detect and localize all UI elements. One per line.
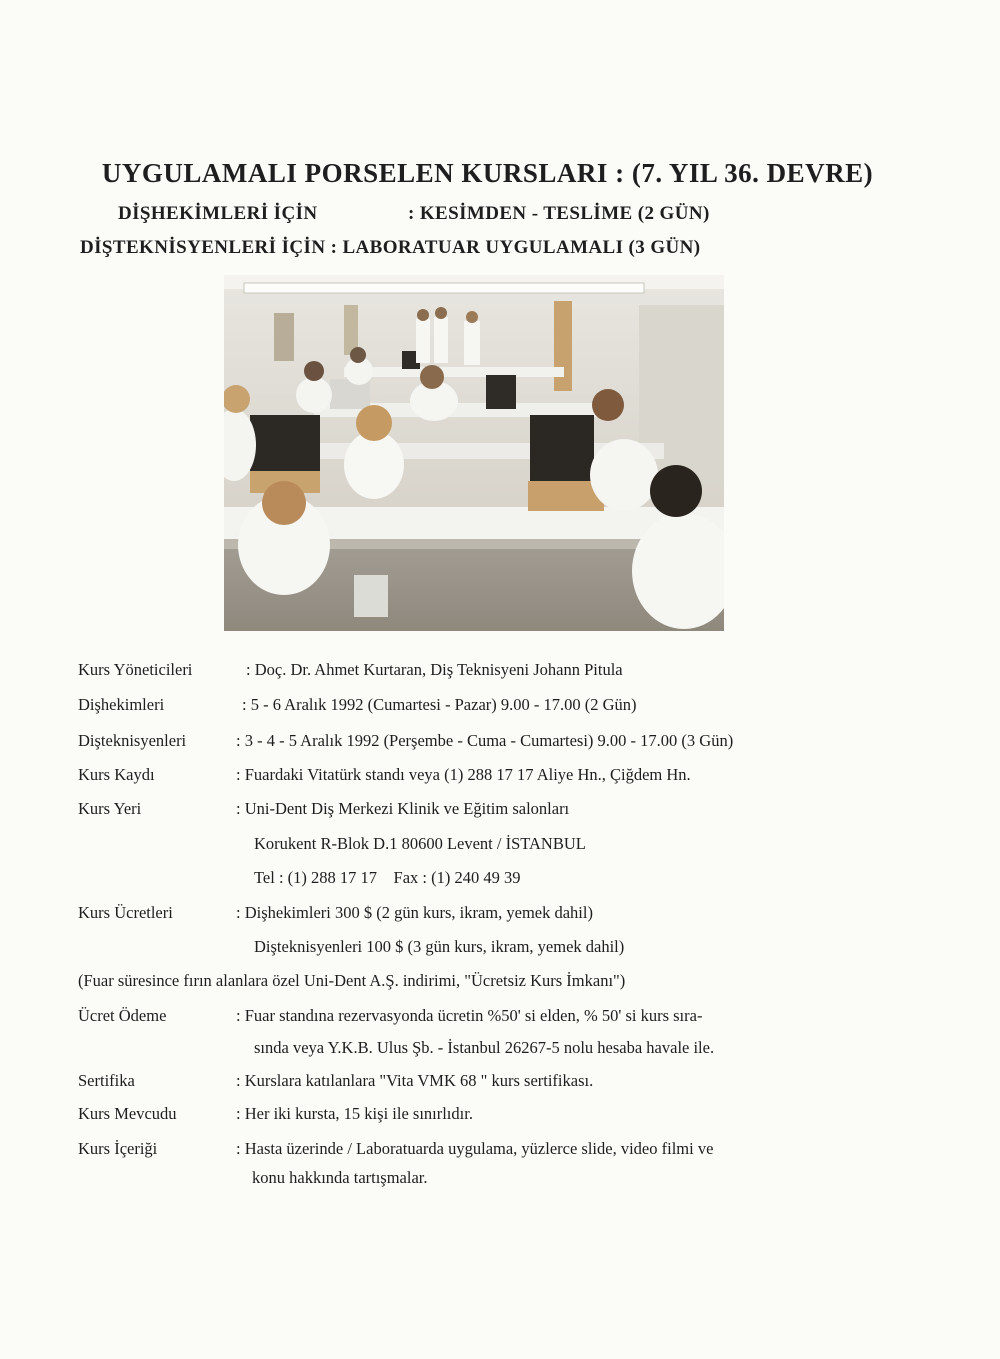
lab-classroom-photo: [224, 275, 724, 631]
subtitle-dishekimleri: [118, 203, 710, 225]
detail-label: Kurs Mevcudu: [78, 1104, 177, 1123]
detail-value: Dişteknisyenleri 100 $ (3 gün kurs, ikram, yemek dahil): [254, 937, 625, 956]
detail-value: : Doç. Dr. Ahmet Kurtaran, Diş Teknisyeni Johann Pitula: [246, 660, 623, 679]
subtitle-dishekimleri-label: DİŞHEKİMLERİ İÇİN: [118, 203, 318, 224]
detail-value: : Dişhekimleri 300 $ (2 gün kurs, ikram, yemek dahil): [236, 903, 593, 922]
detail-value: : 5 - 6 Aralık 1992 (Cumartesi - Pazar) 9.00 - 17.00 (2 Gün): [242, 695, 637, 714]
detail-value: Korukent R-Blok D.1 80600 Levent / İSTANBUL: [254, 834, 586, 853]
page-title: UYGULAMALI PORSELEN KURSLARI : (7. YIL 36. DEVRE): [101, 158, 874, 188]
detail-value: : Fuardaki Vitatürk standı veya (1) 288 17 17 Aliye Hn., Çiğdem Hn.: [236, 765, 691, 784]
detail-value: konu hakkında tartışmalar.: [252, 1168, 428, 1187]
detail-value: : Hasta üzerinde / Laboratuarda uygulama, yüzlerce slide, video filmi ve: [236, 1139, 714, 1158]
detail-label: Sertifika: [78, 1071, 135, 1090]
detail-label: Kurs Yeri: [78, 799, 142, 818]
detail-value: : Uni-Dent Diş Merkezi Klinik ve Eğitim salonları: [236, 799, 570, 818]
detail-label: Kurs Ücretleri: [78, 903, 173, 922]
fuar-note: (Fuar süresince fırın alanlara özel Uni-Dent A.Ş. indirimi, "Ücretsiz Kurs İmkanı"): [78, 971, 626, 990]
detail-value: : 3 - 4 - 5 Aralık 1992 (Perşembe - Cuma - Cumartesi) 9.00 - 17.00 (3 Gün): [236, 731, 734, 750]
detail-label: Ücret Ödeme: [78, 1006, 167, 1025]
detail-label: Kurs Kaydı: [78, 765, 155, 784]
detail-label: Dişhekimleri: [78, 695, 165, 714]
detail-value: sında veya Y.K.B. Ulus Şb. - İstanbul 26267-5 nolu hesaba havale ile.: [254, 1038, 715, 1057]
subtitle-disteknisyenleri-value: : LABORATUAR UYGULAMALI (3 GÜN): [330, 237, 701, 258]
detail-label: Kurs İçeriği: [78, 1139, 158, 1158]
detail-value: : Kurslara katılanlara "Vita VMK 68 " kurs sertifikası.: [236, 1071, 594, 1090]
detail-value: Tel : (1) 288 17 17 Fax : (1) 240 49 39: [254, 868, 521, 887]
detail-value: : Her iki kursta, 15 kişi ile sınırlıdır.: [236, 1104, 473, 1123]
subtitle-disteknisyenleri: [80, 237, 700, 259]
subtitle-dishekimleri-value: : KESİMDEN - TESLİME (2 GÜN): [408, 203, 710, 224]
detail-label: Kurs Yöneticileri: [78, 660, 193, 679]
detail-label: Dişteknisyenleri: [78, 731, 187, 750]
subtitle-disteknisyenleri-label: DİŞTEKNİSYENLERİ İÇİN: [80, 237, 326, 258]
detail-value: : Fuar standına rezervasyonda ücretin %50' si elden, % 50' si kurs sıra-: [236, 1006, 703, 1025]
